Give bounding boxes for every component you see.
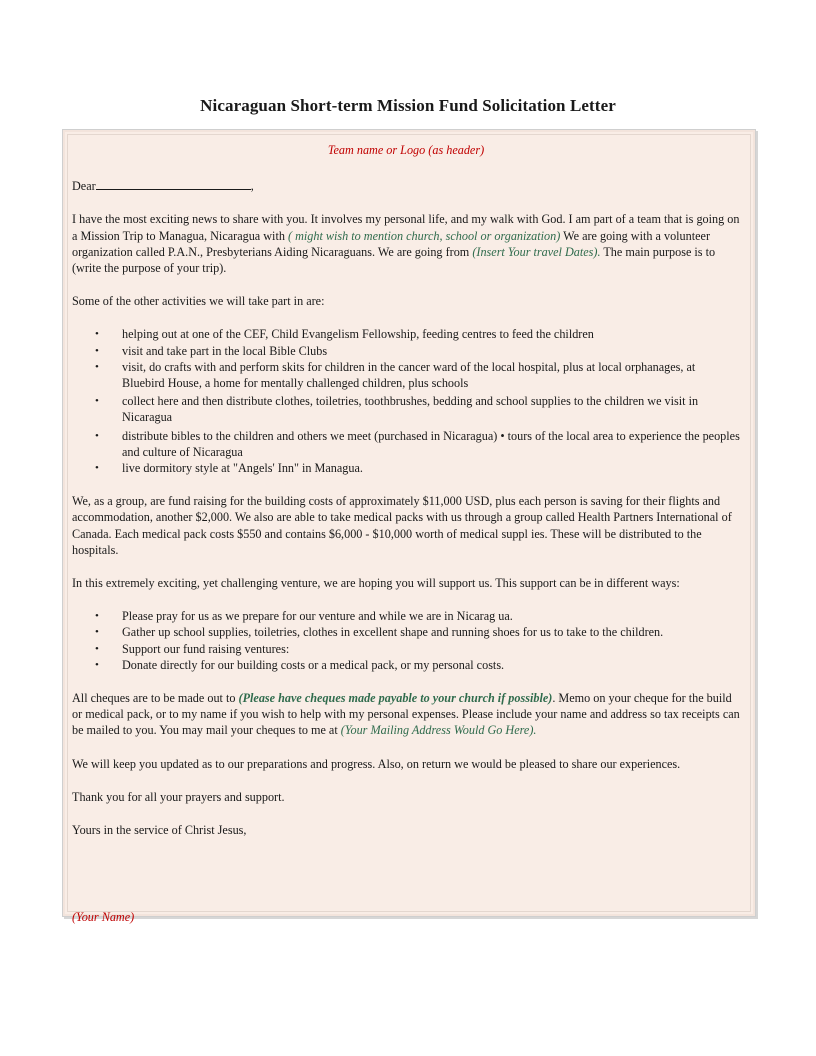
support-ways-list xyxy=(72,608,740,673)
salutation-text: Dear xyxy=(72,179,96,194)
salutation xyxy=(72,177,740,194)
recipient-blank-line xyxy=(96,177,251,190)
paragraph-updates: We will keep you updated as to our preparations and progress. Also, on return we would be pleased to share our experiences. xyxy=(72,756,681,771)
intro-text-2: We are going with a volunteer organization called P.A.N., Presbyterians Aiding Nicaraguans. We are going from xyxy=(72,228,711,259)
payee-placeholder: (Please have cheques made payable to your church if possible) xyxy=(238,691,553,706)
paragraph-intro xyxy=(72,211,740,276)
paragraph-cheques xyxy=(72,690,740,739)
list-item: • distribute bibles to the children and others we meet (purchased in Nicaragua) • tours of the local area to experience the peoples and culture of Nicaragua xyxy=(72,428,740,460)
paragraph-thanks: Thank you for all your prayers and support. xyxy=(72,789,285,804)
mailing-address-placeholder: (Your Mailing Address Would Go Here). xyxy=(340,723,537,738)
intro-text-3: The main purpose is to (write the purpose of your trip). xyxy=(72,244,716,276)
closing: Yours in the service of Christ Jesus, xyxy=(72,823,247,838)
list-item: • visit and take part in the local Bible Clubs xyxy=(72,343,740,359)
list-item: • Please pray for us as we prepare for our venture and while we are in Nicarag ua. xyxy=(72,608,740,624)
list-item: • Support our fund raising ventures: xyxy=(72,641,740,657)
intro-text-1: I have the most exciting news to share with you. It involves my personal life, and my walk with God. I am part of a team that is going on a Mission Trip to Managua, Nicaragua with xyxy=(72,212,740,243)
activities-list xyxy=(72,326,740,476)
letter-body xyxy=(72,142,740,855)
list-item: • Donate directly for our building costs or a medical pack, or my personal costs. xyxy=(72,657,740,673)
list-item: • visit, do crafts with and perform skits for children in the cancer ward of the local hospital, plus at local orphanages, at Bluebird House, a home for mentally challenged children, plus schools xyxy=(72,359,740,391)
list-item: • collect here and then distribute clothes, toiletries, toothbrushes, bedding and school supplies to the children we visit in Nicaragua xyxy=(72,393,740,425)
list-item: • Gather up school supplies, toiletries, clothes in excellent shape and running shoes for us to take to the children. xyxy=(72,624,740,640)
header-placeholder: Team name or Logo (as header) xyxy=(327,143,485,157)
paragraph-activities-intro: Some of the other activities we will take part in are: xyxy=(72,294,325,309)
paragraph-fundraising: We, as a group, are fund raising for the building costs of approximately $11,000 USD, plus each person is saving for their flights and accommodation, another $2,000. We also are able to take medical packs with us through a group called Health Partners International of Canada. Each medical pack costs $550 and contains $6,000 - $10,000 worth of medical suppl ies. These will be distributed to the hospitals. xyxy=(72,494,732,557)
paragraph-support-intro: In this extremely exciting, yet challenging venture, we are hoping you will support us. This support can be in different ways: xyxy=(72,576,680,591)
travel-dates-placeholder: (Insert Your travel Dates). xyxy=(472,244,601,259)
cheques-text-1: All cheques are to be made out to xyxy=(72,691,239,706)
organization-placeholder: ( might wish to mention church, school or organization) xyxy=(287,228,561,243)
signature-name-placeholder: (Your Name) xyxy=(72,910,135,924)
document-title: Nicaraguan Short-term Mission Fund Solicitation Letter xyxy=(200,96,616,115)
salutation-comma: , xyxy=(250,179,254,194)
list-item: • helping out at one of the CEF, Child Evangelism Fellowship, feeding centres to feed the children xyxy=(72,326,740,342)
list-item: • live dormitory style at "Angels' Inn" in Managua. xyxy=(72,460,740,476)
cheques-text-2: . Memo on your cheque for the build or medical pack, or to my name if you wish to help with my personal expenses. Please include your name and address so tax receipts can be mailed to you. You may mail your cheques to me at xyxy=(72,691,740,738)
